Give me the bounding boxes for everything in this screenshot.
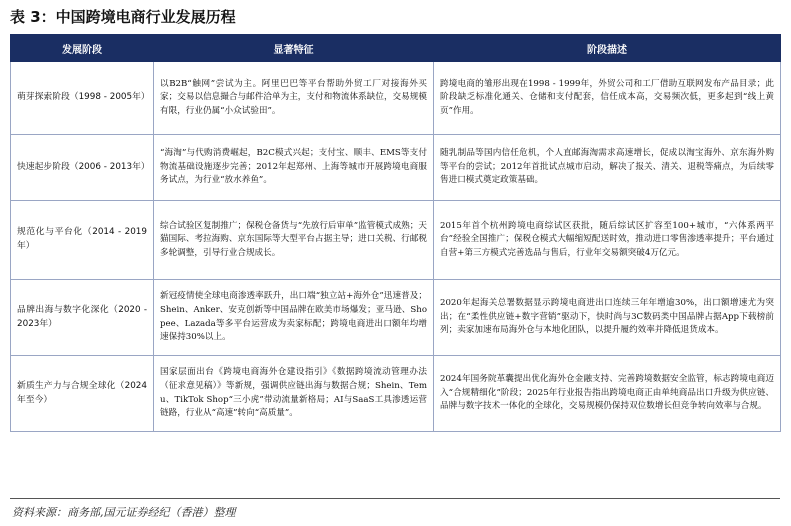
table-row (11, 62, 781, 135)
source-note: 资料来源：商务部,国元证券经纪（香港）整理 (12, 506, 236, 519)
stage-cell: 快速起步阶段（2006 - 2013年） (11, 135, 154, 201)
description-cell: 随乳制品等国内信任危机，个人直邮海淘需求高速增长，促成以淘宝海外、京东海外购等平台的尝试；2012年首批试点城市启动，解决了报关、清关、退税等痛点，为后续零售进口模式奠定政策基础。 (434, 135, 781, 201)
stage-cell: 新质生产力与合规全球化（2024年至今） (11, 356, 154, 432)
table-row (11, 280, 781, 356)
page-title: 表 3：中国跨境电商行业发展历程 (10, 8, 236, 26)
table-row (11, 356, 781, 432)
description-cell: 跨境电商的雏形出现在1998 - 1999年，外贸公司和工厂借助互联网发布产品目录；此阶段缺乏标准化通关、仓储和支付配套，信任成本高，交易频次低，更多起到“线上黄页”作用。 (434, 62, 781, 135)
header-description: 阶段描述 (434, 35, 781, 62)
description-cell: 2015年首个杭州跨境电商综试区获批，随后综试区扩容至100+城市，“六体系两平台”经验全国推广；保税仓模式大幅缩短配送时效，推动进口零售渗透率提升；平台通过自营+第三方模式完善选品与售后，行业年交易额突破4万亿元。 (434, 201, 781, 280)
history-table (10, 34, 781, 432)
feature-cell: 新冠疫情使全球电商渗透率跃升，出口端“独立站+海外仓”迅速普及；Shein、Anker、安克创新等中国品牌在欧美市场爆发；亚马逊、Shopee、Lazada等多平台运营成为卖家标配；跨境电商进出口额年均增速保持30%以上。 (154, 280, 434, 356)
divider (10, 498, 780, 499)
table-header-row (11, 35, 781, 62)
stage-cell: 规范化与平台化（2014 - 2019年） (11, 201, 154, 280)
feature-cell: 以B2B“触网”尝试为主。阿里巴巴等平台帮助外贸工厂对接海外买家；交易以信息撮合与邮件洽单为主，支付和物流体系缺位，交易规模有限，行业仍属“小众试验田”。 (154, 62, 434, 135)
description-cell: 2020年起海关总署数据显示跨境电商进出口连续三年年增逾30%，出口额增速尤为突出；在“柔性供应链+数字营销”驱动下，快时尚与3C数码类中国品牌占据App下载榜前列；卖家加速布局海外仓与本地化团队，以提升履约效率并降低退货成本。 (434, 280, 781, 356)
table-row (11, 201, 781, 280)
feature-cell: 综合试验区复制推广；保税仓备货与“先放行后审单”监管模式成熟；天猫国际、考拉海购、京东国际等大型平台占据主导；进口关税、行邮税多轮调整，引导行业合规成长。 (154, 201, 434, 280)
history-table-wrapper (10, 34, 780, 432)
feature-cell: 国家层面出台《跨境电商海外仓建设指引》《数据跨境流动管理办法（征求意见稿）》等新规，强调供应链出海与数据合规；Shein、Temu、TikTok Shop“三小虎”带动流量新格局；AI与SaaS工具渗透运营链路，行业从“高速”转向“高质量”。 (154, 356, 434, 432)
stage-cell: 萌芽探索阶段（1998 - 2005年） (11, 62, 154, 135)
header-stage: 发展阶段 (11, 35, 154, 62)
description-cell: 2024年国务院革囊提出优化海外仓金融支持、完善跨境数据安全监管，标志跨境电商迈入“合规精细化”阶段；2025年行业报告指出跨境电商正由单纯商品出口升级为供应链、品牌与数字技术一体化的全球化，交易规模仍保持双位数增长但竞争转向效率与合规。 (434, 356, 781, 432)
header-feature: 显著特征 (154, 35, 434, 62)
table-row (11, 135, 781, 201)
stage-cell: 品牌出海与数字化深化（2020 - 2023年） (11, 280, 154, 356)
feature-cell: “海淘”与代购消费崛起，B2C模式兴起；支付宝、顺丰、EMS等支付物流基础设施逐步完善；2012年起郑州、上海等城市开展跨境电商服务试点，为行业“放水养鱼”。 (154, 135, 434, 201)
